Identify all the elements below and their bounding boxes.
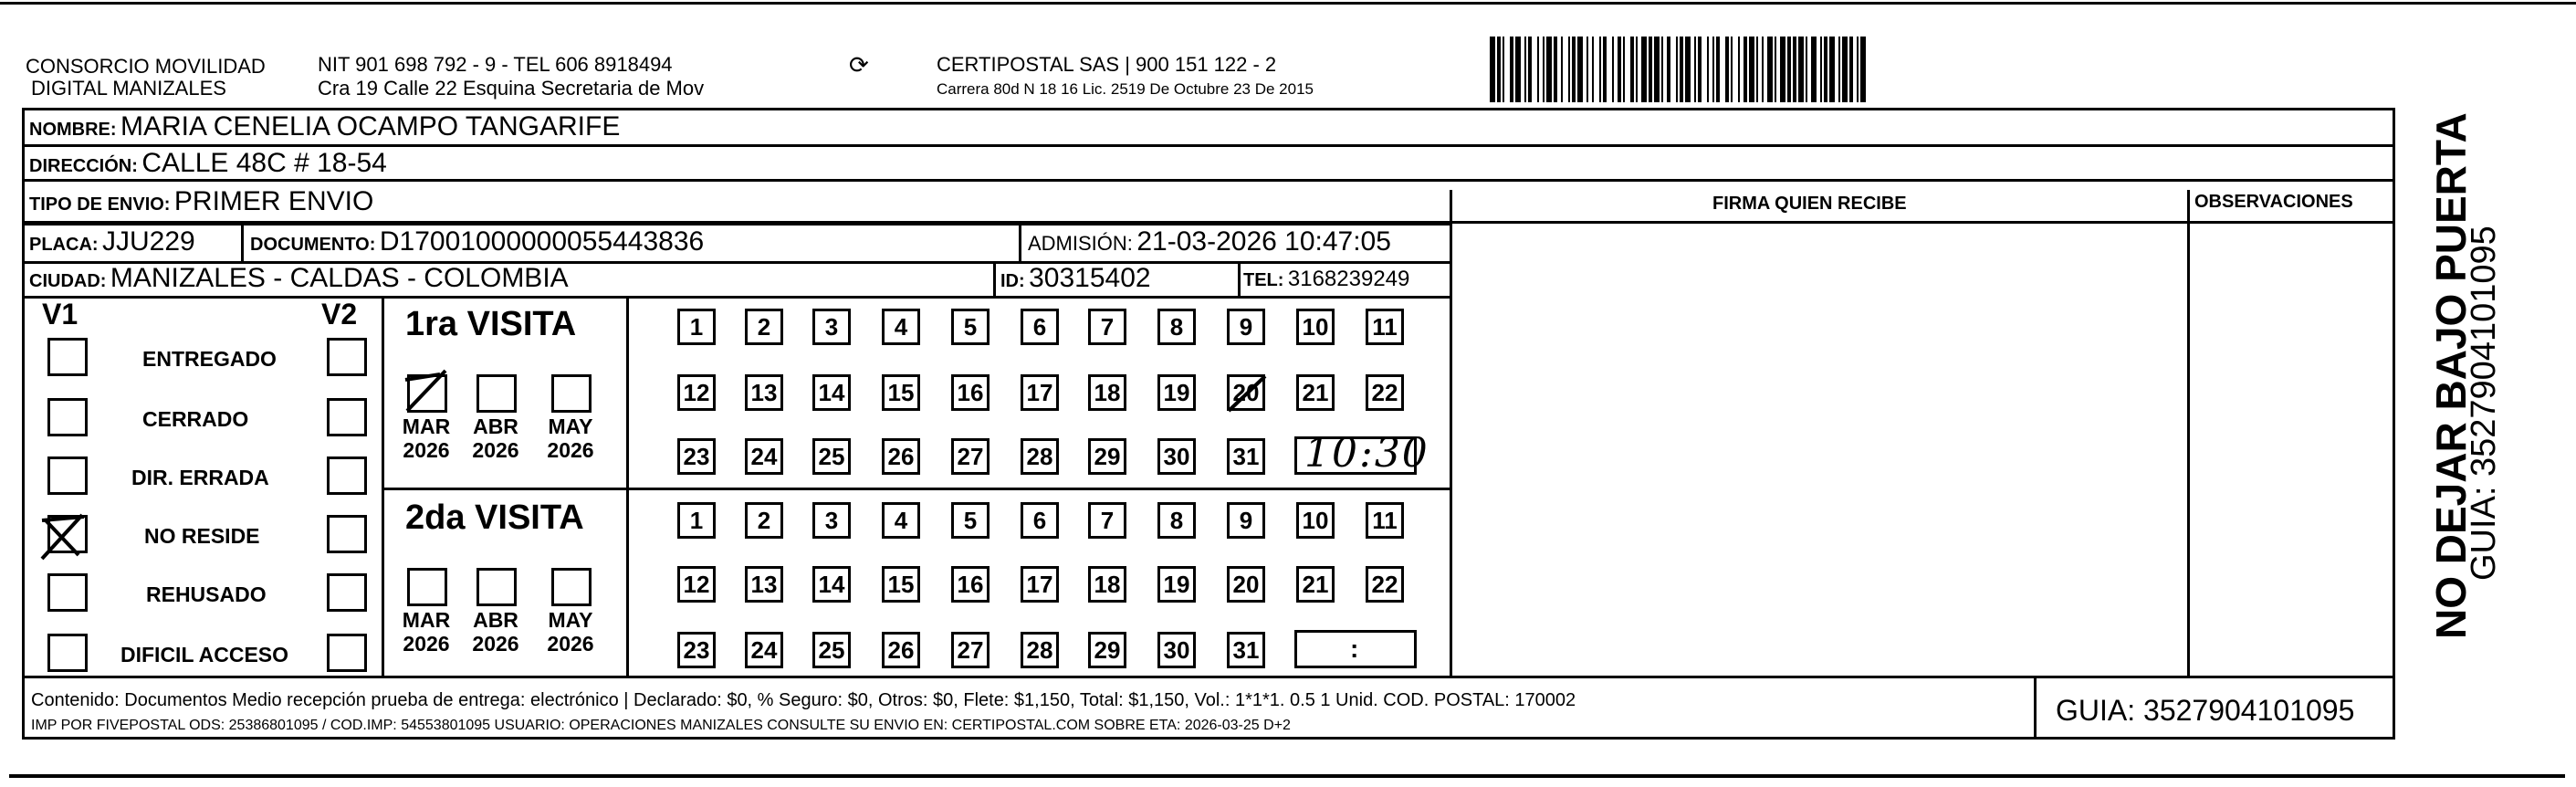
col-line <box>1450 190 1452 676</box>
documento-value: D17001000000055443836 <box>379 226 705 257</box>
day-box-23[interactable]: 23 <box>677 632 716 668</box>
row-line <box>22 179 2395 182</box>
form-outer <box>22 108 2395 740</box>
day-box-24[interactable]: 24 <box>745 632 783 668</box>
day-box-7[interactable]: 7 <box>1088 502 1126 539</box>
day-box-22[interactable]: 22 <box>1366 374 1404 411</box>
month-label: ABR 2026 <box>472 608 519 656</box>
status-label: CERRADO <box>142 407 249 431</box>
month-checkmark-icon <box>402 363 456 418</box>
status-v1-checkbox[interactable] <box>47 573 88 612</box>
day-box-1[interactable]: 1 <box>677 502 716 539</box>
scan-edge-bottom <box>9 774 2565 778</box>
col-line <box>382 296 384 676</box>
company-line1: CONSORCIO MOVILIDAD <box>26 55 266 78</box>
courier-line2: Carrera 80d N 18 16 Lic. 2519 De Octubre 23 De 2015 <box>937 80 1314 98</box>
direccion-field <box>29 148 387 179</box>
visit-divider <box>382 488 1451 490</box>
contenido-text: Contenido: Documentos Medio recepción prueba de entrega: electrónico | Declarado: $0, % Seguro: $0, Otros: $0, Flete: $1,150, Total: $1,150, Vol.: 1*1*1. 0.5 1 Unid. COD. POSTAL: 170002 <box>31 690 1576 710</box>
col-line <box>1019 223 1021 261</box>
id-label: ID: <box>1000 271 1025 291</box>
col-line <box>1238 261 1241 296</box>
day-box-13[interactable]: 13 <box>745 374 783 411</box>
nit-line1: NIT 901 698 792 - 9 - TEL 606 8918494 <box>318 53 673 76</box>
status-v2-checkbox[interactable] <box>327 634 367 672</box>
status-v1-checkbox[interactable] <box>47 398 88 436</box>
status-label: DIFICIL ACCESO <box>120 643 289 666</box>
status-label: ENTREGADO <box>142 347 277 371</box>
status-checkmark-icon <box>37 509 91 564</box>
day-box-29[interactable]: 29 <box>1088 632 1126 668</box>
day-box-3[interactable]: 3 <box>812 309 851 345</box>
courier-logo-icon: ⟳ <box>849 51 869 79</box>
month-checkbox-abr[interactable] <box>476 374 517 413</box>
month-label: MAY 2026 <box>547 608 594 656</box>
v1-label: V1 <box>42 298 79 331</box>
day-box-9[interactable]: 9 <box>1227 502 1265 539</box>
month-checkbox-abr[interactable] <box>476 568 517 606</box>
day-box-12[interactable]: 12 <box>677 374 716 411</box>
ciudad-label: CIUDAD: <box>29 271 107 291</box>
status-label: DIR. ERRADA <box>131 466 269 489</box>
status-label: REHUSADO <box>146 582 267 606</box>
month-checkbox-mar[interactable] <box>407 568 447 606</box>
day-box-2[interactable]: 2 <box>745 502 783 539</box>
day-box-31[interactable]: 31 <box>1227 438 1265 475</box>
month-label: ABR 2026 <box>472 414 519 462</box>
day-box-10[interactable]: 10 <box>1296 502 1335 539</box>
imp-text: IMP POR FIVEPOSTAL ODS: 25386801095 / COD.IMP: 54553801095 USUARIO: OPERACIONES MANIZALES CONSULTE SU ENVIO EN: CERTIPOSTAL.COM SOBRE ETA: 2026-03-25 D+2 <box>31 718 1291 733</box>
placa-label: PLACA: <box>29 235 99 255</box>
ciudad-field <box>29 263 569 294</box>
admision-value: 21-03-2026 10:47:05 <box>1136 226 1391 257</box>
day-box-20[interactable]: 20 <box>1227 566 1265 603</box>
first-visit-time-handwritten: 10:30 <box>1304 430 1429 477</box>
day-box-28[interactable]: 28 <box>1021 632 1059 668</box>
id-field <box>1000 263 1151 294</box>
tipo-envio-value: PRIMER ENVIO <box>173 186 374 216</box>
second-visit-title: 2da VISITA <box>405 498 584 537</box>
day-box-31[interactable]: 31 <box>1227 632 1265 668</box>
day-box-27[interactable]: 27 <box>951 438 990 475</box>
day-box-19[interactable]: 19 <box>1157 374 1196 411</box>
tel-value: 3168239249 <box>1287 267 1410 291</box>
day-box-7[interactable]: 7 <box>1088 309 1126 345</box>
day-box-1[interactable]: 1 <box>677 309 716 345</box>
day-box-9[interactable]: 9 <box>1227 309 1265 345</box>
col-line <box>626 296 629 676</box>
day-box-12[interactable]: 12 <box>677 566 716 603</box>
day-checkmark-icon <box>1225 371 1271 416</box>
documento-label: DOCUMENTO: <box>250 235 376 255</box>
day-box-14[interactable]: 14 <box>812 374 851 411</box>
status-v2-checkbox[interactable] <box>327 338 367 376</box>
day-box-25[interactable]: 25 <box>812 438 851 475</box>
tel-field <box>1243 267 1409 292</box>
row-line <box>22 223 1451 226</box>
nombre-label: NOMBRE: <box>29 120 117 140</box>
day-box-19[interactable]: 19 <box>1157 566 1196 603</box>
col-line <box>2034 676 2037 740</box>
side-guia: GUIA: 3527904101095 <box>2465 226 2503 581</box>
status-v1-checkbox[interactable] <box>47 634 88 672</box>
month-checkbox-may[interactable] <box>551 568 592 606</box>
day-box-28[interactable]: 28 <box>1021 438 1059 475</box>
day-box-15[interactable]: 15 <box>882 566 920 603</box>
day-box-18[interactable]: 18 <box>1088 566 1126 603</box>
day-box-4[interactable]: 4 <box>882 502 920 539</box>
status-v2-checkbox[interactable] <box>327 573 367 612</box>
month-label: MAR 2026 <box>402 414 451 462</box>
admision-label: ADMISIÓN: <box>1028 232 1133 255</box>
day-box-13[interactable]: 13 <box>745 566 783 603</box>
month-label: MAR 2026 <box>402 608 451 656</box>
day-box-26[interactable]: 26 <box>882 632 920 668</box>
scan-edge-top <box>0 2 2576 5</box>
firma-label: FIRMA QUIEN RECIBE <box>1712 194 1907 214</box>
day-box-11[interactable]: 11 <box>1366 309 1404 345</box>
day-box-24[interactable]: 24 <box>745 438 783 475</box>
day-box-8[interactable]: 8 <box>1157 502 1196 539</box>
second-visit-time: : <box>1350 635 1359 663</box>
nit-line2: Cra 19 Calle 22 Esquina Secretaria de Mov <box>318 77 705 100</box>
day-box-3[interactable]: 3 <box>812 502 851 539</box>
placa-field <box>29 226 195 257</box>
status-v2-checkbox[interactable] <box>327 398 367 436</box>
day-box-6[interactable]: 6 <box>1021 502 1059 539</box>
day-box-29[interactable]: 29 <box>1088 438 1126 475</box>
month-checkbox-may[interactable] <box>551 374 592 413</box>
second-visit-time-box[interactable] <box>1294 630 1417 668</box>
v2-label: V2 <box>321 298 358 331</box>
row-line <box>22 296 1451 299</box>
direccion-value: CALLE 48C # 18-54 <box>141 148 387 178</box>
day-box-11[interactable]: 11 <box>1366 502 1404 539</box>
observaciones-label: OBSERVACIONES <box>2194 192 2353 212</box>
status-v2-checkbox[interactable] <box>327 515 367 553</box>
direccion-label: DIRECCIÓN: <box>29 156 138 176</box>
status-v1-checkbox[interactable] <box>47 338 88 376</box>
id-value: 30315402 <box>1029 263 1151 293</box>
row-line <box>22 676 2395 678</box>
day-box-30[interactable]: 30 <box>1157 632 1196 668</box>
day-box-16[interactable]: 16 <box>951 374 990 411</box>
ciudad-value: MANIZALES - CALDAS - COLOMBIA <box>110 263 569 293</box>
col-line <box>993 261 996 296</box>
day-box-21[interactable]: 21 <box>1296 566 1335 603</box>
day-box-22[interactable]: 22 <box>1366 566 1404 603</box>
no-dejar-warning: NO DEJAR BAJO PUERTA <box>2427 112 2475 639</box>
tel-label: TEL: <box>1243 270 1284 290</box>
day-box-17[interactable]: 17 <box>1021 566 1059 603</box>
barcode <box>1486 37 2216 108</box>
first-visit-time-box[interactable] <box>1294 430 1429 477</box>
col-line <box>241 223 244 261</box>
day-box-5[interactable]: 5 <box>951 309 990 345</box>
col-line <box>2187 190 2190 676</box>
day-box-26[interactable]: 26 <box>882 438 920 475</box>
guia-box-text: GUIA: 3527904101095 <box>2056 694 2355 727</box>
day-box-8[interactable]: 8 <box>1157 309 1196 345</box>
day-box-14[interactable]: 14 <box>812 566 851 603</box>
company-line2: DIGITAL MANIZALES <box>31 77 226 100</box>
admision-field <box>1028 226 1391 257</box>
day-box-16[interactable]: 16 <box>951 566 990 603</box>
nombre-value: MARIA CENELIA OCAMPO TANGARIFE <box>120 111 621 142</box>
day-box-5[interactable]: 5 <box>951 502 990 539</box>
day-box-18[interactable]: 18 <box>1088 374 1126 411</box>
day-box-30[interactable]: 30 <box>1157 438 1196 475</box>
status-v2-checkbox[interactable] <box>327 456 367 495</box>
day-box-15[interactable]: 15 <box>882 374 920 411</box>
tipo-envio-field <box>29 186 373 217</box>
day-box-27[interactable]: 27 <box>951 632 990 668</box>
day-box-20[interactable]: 20 <box>1227 374 1265 411</box>
day-box-21[interactable]: 21 <box>1296 374 1335 411</box>
day-box-17[interactable]: 17 <box>1021 374 1059 411</box>
placa-value: JJU229 <box>102 226 195 257</box>
day-box-2[interactable]: 2 <box>745 309 783 345</box>
documento-field <box>250 226 704 257</box>
day-box-10[interactable]: 10 <box>1296 309 1335 345</box>
tipo-envio-label: TIPO DE ENVIO: <box>29 194 171 215</box>
day-box-25[interactable]: 25 <box>812 632 851 668</box>
month-label: MAY 2026 <box>547 414 594 462</box>
day-box-6[interactable]: 6 <box>1021 309 1059 345</box>
status-v1-checkbox[interactable] <box>47 456 88 495</box>
courier-line1: CERTIPOSTAL SAS | 900 151 122 - 2 <box>937 53 1277 76</box>
day-box-4[interactable]: 4 <box>882 309 920 345</box>
first-visit-title: 1ra VISITA <box>405 305 577 343</box>
nombre-field <box>29 111 620 142</box>
row-line <box>22 144 2395 147</box>
status-label: NO RESIDE <box>144 524 260 548</box>
day-box-23[interactable]: 23 <box>677 438 716 475</box>
